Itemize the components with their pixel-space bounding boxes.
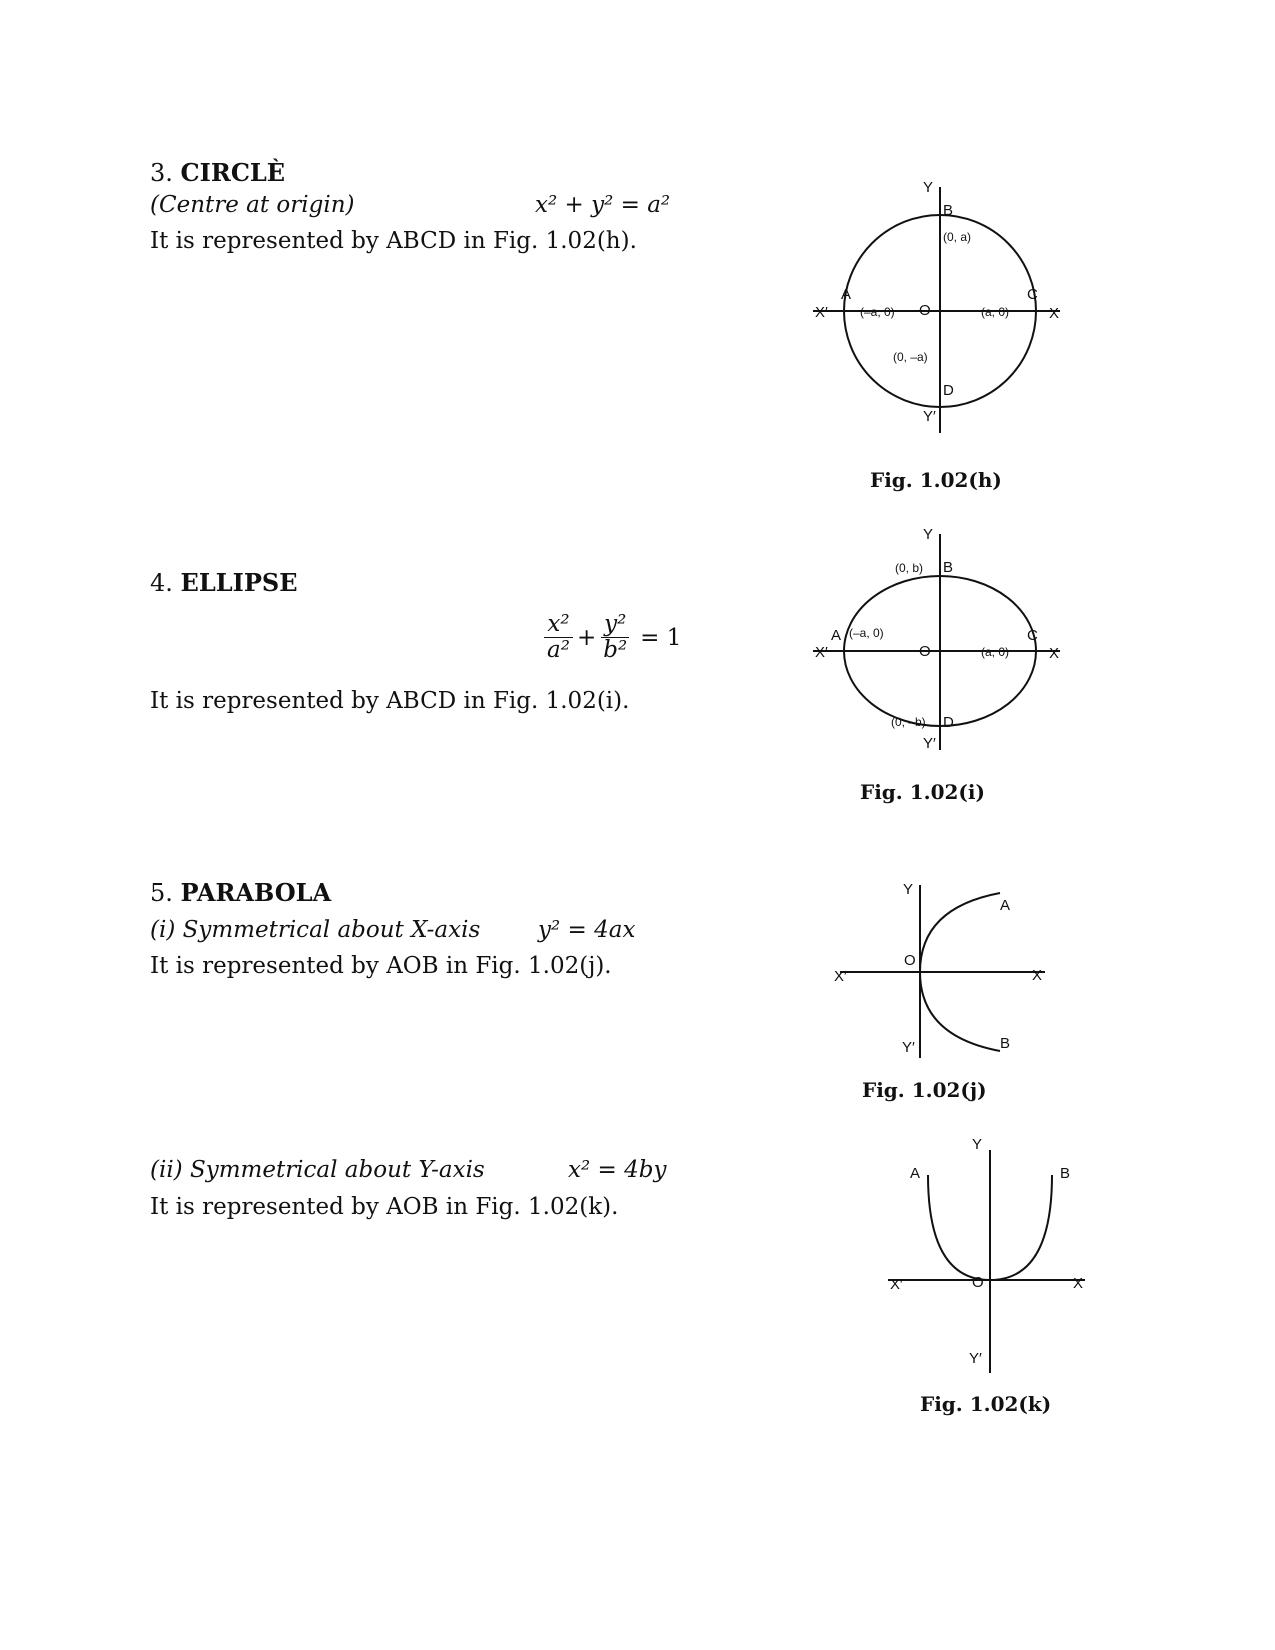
label-a: A [841, 286, 852, 303]
ellipse-figure [805, 522, 1070, 772]
label-y-neg: Y′ [969, 1350, 982, 1367]
parabola-x-caption: Fig. 1.02(j) [862, 1078, 987, 1102]
label-y: Y [923, 526, 934, 543]
parabola-title: PARABOLA [180, 878, 332, 907]
circle-number: 3. [150, 159, 173, 187]
parabola-y-equation: x² = 4by [568, 1157, 667, 1183]
fraction-x [544, 612, 573, 664]
parabola-y-figure [880, 1135, 1100, 1385]
point-d-label: (0, –a) [893, 350, 928, 364]
label-a: A [831, 627, 842, 644]
fraction-x-num: x² [544, 612, 572, 638]
circle-note: (Centre at origin) [150, 192, 355, 218]
point-a-label: (–a, 0) [860, 305, 895, 319]
parabola-y-caption: Fig. 1.02(k) [920, 1392, 1052, 1416]
label-b: B [1060, 1165, 1071, 1182]
label-x-neg: X′ [815, 644, 828, 661]
label-y: Y [923, 179, 934, 196]
label-x-neg: X′ [815, 304, 828, 321]
label-y: Y [972, 1136, 983, 1153]
circle-figure [805, 175, 1070, 440]
label-origin: O [919, 643, 931, 660]
label-x: X [1049, 305, 1060, 322]
circle-caption: Fig. 1.02(h) [870, 468, 1002, 492]
parabola-x-description: It is represented by AOB in Fig. 1.02(j). [150, 953, 612, 979]
circle-equation: x² + y² = a² [535, 192, 671, 218]
parabola-y-description: It is represented by AOB in Fig. 1.02(k). [150, 1194, 619, 1220]
point-b-label: (0, a) [943, 230, 972, 244]
fraction-x-den: a² [547, 637, 570, 664]
label-a: A [1000, 897, 1011, 914]
equals-one: = 1 [640, 624, 682, 651]
label-origin: O [919, 302, 931, 319]
circle-title: CIRCLÈ [180, 158, 286, 187]
point-a-label: (–a, 0) [849, 626, 884, 640]
ellipse-number: 4. [150, 569, 173, 597]
ellipse-caption: Fig. 1.02(i) [860, 780, 985, 804]
circle-note-text: Centre at origin [158, 192, 346, 218]
fraction-y-num: y² [601, 612, 629, 638]
label-b: B [1000, 1035, 1011, 1052]
label-x: X [1049, 645, 1060, 662]
label-y-neg: Y′ [923, 735, 936, 752]
parabola-x-equation: y² = 4ax [538, 917, 636, 943]
label-b: B [943, 202, 954, 219]
label-x: X [1073, 1275, 1084, 1292]
point-c-label: (a, 0) [981, 645, 1010, 659]
fraction-y-den: b² [603, 637, 628, 664]
plus-sign: + [576, 624, 597, 651]
label-origin: O [972, 1274, 984, 1291]
parabola-number: 5. [150, 879, 173, 907]
label-c: C [1027, 627, 1038, 644]
ellipse-title: ELLIPSE [180, 568, 298, 597]
label-y-neg: Y′ [923, 408, 936, 425]
point-b-label: (0, b) [895, 561, 924, 575]
label-x: X [1032, 967, 1043, 984]
label-b: B [943, 559, 954, 576]
label-y: Y [903, 881, 914, 898]
label-d: D [943, 714, 954, 731]
parabola-x-label: (i) Symmetrical about X-axis [150, 917, 481, 943]
point-d-label: (0, –b) [891, 715, 926, 729]
label-c: C [1027, 286, 1038, 303]
label-d: D [943, 382, 954, 399]
point-c-label: (a, 0) [981, 305, 1010, 319]
ellipse-equation [540, 612, 681, 664]
parabola-y-label: (ii) Symmetrical about Y-axis [150, 1157, 485, 1183]
ellipse-description: It is represented by ABCD in Fig. 1.02(i). [150, 688, 630, 714]
label-y-neg: Y′ [902, 1039, 915, 1056]
parabola-x-figure [830, 880, 1060, 1070]
fraction-y [600, 612, 630, 664]
label-origin: O [904, 952, 916, 969]
parabola-heading [150, 878, 331, 907]
label-x-neg: X′ [890, 1276, 903, 1293]
ellipse-heading [150, 568, 298, 597]
label-x-neg: X′ [834, 968, 847, 985]
label-a: A [910, 1165, 921, 1182]
circle-heading [150, 158, 285, 187]
circle-description: It is represented by ABCD in Fig. 1.02(h). [150, 228, 637, 254]
